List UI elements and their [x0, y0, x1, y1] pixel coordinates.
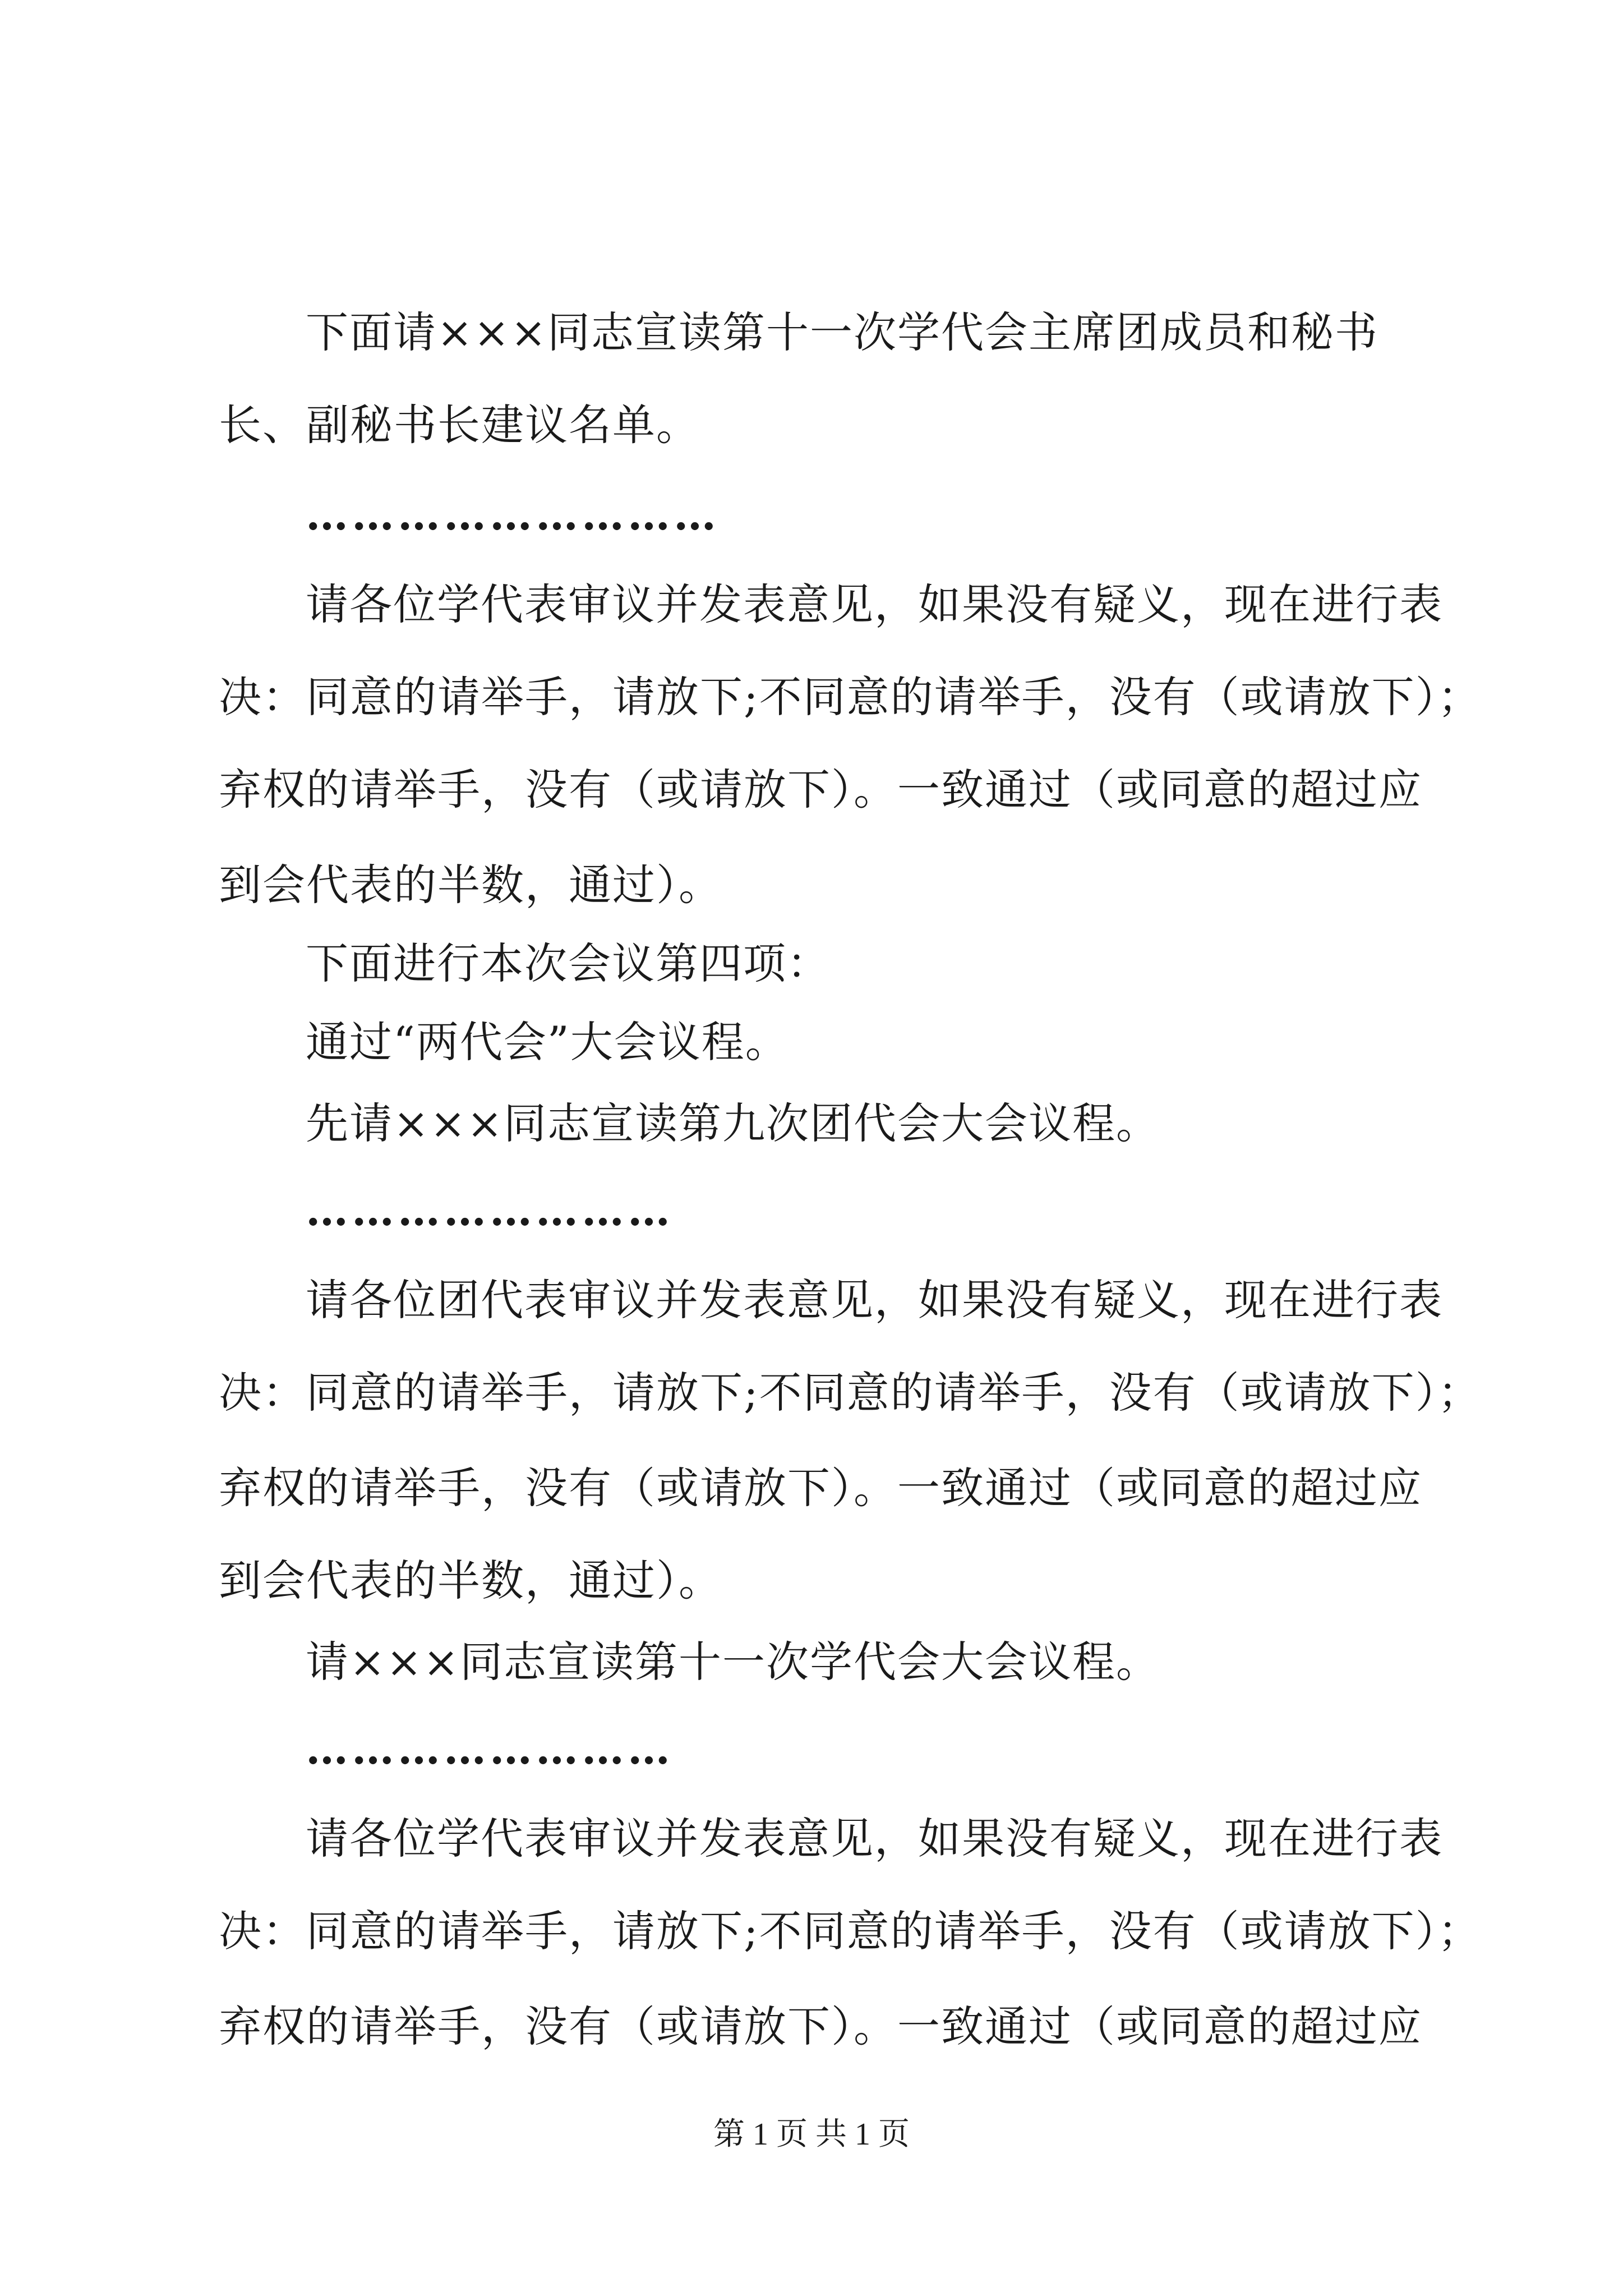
paragraph-line: 到会代表的半数，通过）。: [219, 1556, 722, 1605]
page-footer: 第 1 页 共 1 页: [713, 2117, 910, 2152]
paragraph-line: 决：同意的请举手，请放下;不同意的请举手，没有（或请放下）；: [219, 672, 1482, 722]
ellipsis-line: ……………………: [306, 1185, 674, 1235]
ellipsis-line: ………………………: [306, 490, 720, 540]
paragraph-line: 通过“两代会”大会议程。: [306, 1017, 789, 1067]
paragraph-line: 请各位学代表审议并发表意见，如果没有疑义，现在进行表: [306, 579, 1443, 629]
paragraph-line: 请各位团代表审议并发表意见，如果没有疑义，现在进行表: [306, 1275, 1443, 1325]
paragraph-line: 下面进行本次会议第四项：: [306, 938, 831, 988]
paragraph-line: 弃权的请举手，没有（或请放下）。一致通过（或同意的超过应: [219, 1463, 1422, 1513]
paragraph-line: 长、副秘书长建议名单。: [219, 400, 700, 450]
paragraph-line: 下面请×××同志宣读第十一次学代会主席团成员和秘书: [306, 307, 1379, 357]
paragraph-line: 到会代表的半数，通过）。: [219, 860, 722, 910]
paragraph-line: 请各位学代表审议并发表意见，如果没有疑义，现在进行表: [306, 1814, 1443, 1864]
paragraph-line: 先请×××同志宣读第九次团代会大会议程。: [306, 1098, 1160, 1148]
paragraph-line: 决：同意的请举手，请放下;不同意的请举手，没有（或请放下）；: [219, 1368, 1482, 1418]
paragraph-line: 决：同意的请举手，请放下;不同意的请举手，没有（或请放下）；: [219, 1906, 1482, 1956]
paragraph-line: 请×××同志宣读第十一次学代会大会议程。: [306, 1637, 1160, 1687]
ellipsis-line: ……………………: [306, 1724, 674, 1774]
paragraph-line: 弃权的请举手，没有（或请放下）。一致通过（或同意的超过应: [219, 2001, 1422, 2051]
paragraph-line: 弃权的请举手，没有（或请放下）。一致通过（或同意的超过应: [219, 765, 1422, 815]
